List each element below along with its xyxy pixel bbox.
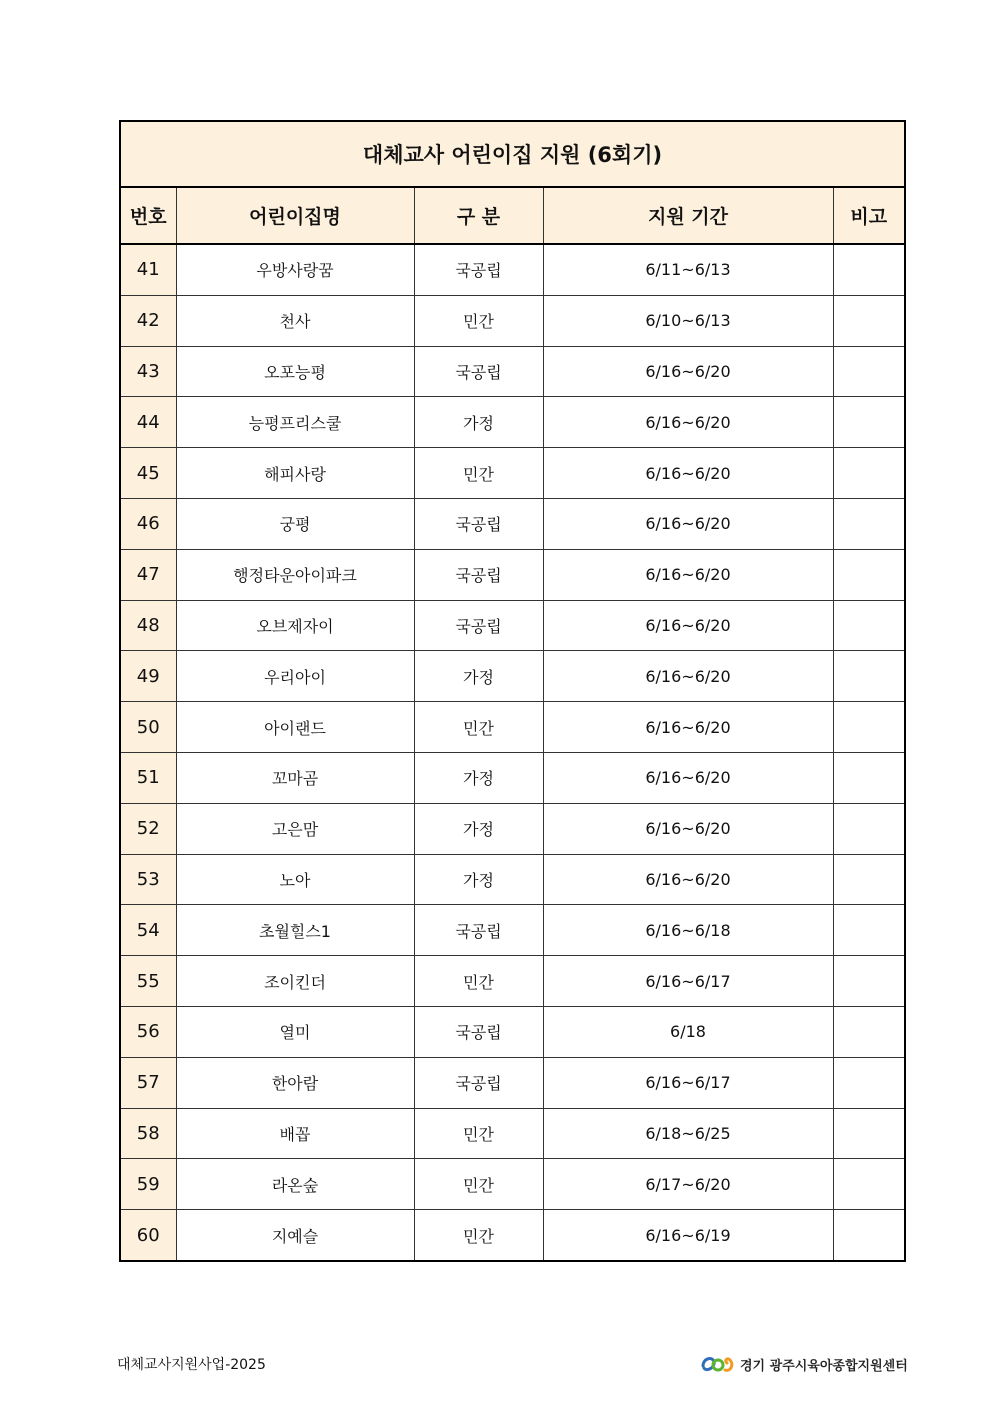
row-note — [833, 1159, 905, 1210]
row-number: 46 — [120, 498, 176, 549]
header-number: 번호 — [120, 187, 176, 244]
center-logo-icon — [700, 1352, 736, 1376]
row-category: 국공립 — [414, 1006, 543, 1057]
table-row — [120, 1159, 905, 1210]
row-support-period: 6/16~6/20 — [543, 702, 833, 753]
row-support-period: 6/16~6/20 — [543, 600, 833, 651]
row-number: 41 — [120, 244, 176, 295]
row-number: 51 — [120, 752, 176, 803]
row-note — [833, 600, 905, 651]
row-support-period: 6/16~6/18 — [543, 905, 833, 956]
row-daycare-name: 열미 — [176, 1006, 414, 1057]
row-number: 56 — [120, 1006, 176, 1057]
row-note — [833, 702, 905, 753]
row-number: 42 — [120, 295, 176, 346]
row-daycare-name: 노아 — [176, 854, 414, 905]
row-category: 국공립 — [414, 905, 543, 956]
header-name: 어린이집명 — [176, 187, 414, 244]
row-support-period: 6/16~6/20 — [543, 549, 833, 600]
row-note — [833, 1210, 905, 1261]
header-category: 구 분 — [414, 187, 543, 244]
row-number: 45 — [120, 448, 176, 499]
row-support-period: 6/16~6/17 — [543, 1057, 833, 1108]
row-daycare-name: 오포능평 — [176, 346, 414, 397]
row-support-period: 6/16~6/20 — [543, 651, 833, 702]
row-daycare-name: 아이랜드 — [176, 702, 414, 753]
table-row — [120, 244, 905, 295]
row-number: 43 — [120, 346, 176, 397]
row-daycare-name: 행정타운아이파크 — [176, 549, 414, 600]
table-row — [120, 448, 905, 499]
row-category: 민간 — [414, 1210, 543, 1261]
row-daycare-name: 꼬마곰 — [176, 752, 414, 803]
row-category: 가정 — [414, 651, 543, 702]
row-category: 민간 — [414, 702, 543, 753]
table-row — [120, 752, 905, 803]
row-note — [833, 1057, 905, 1108]
table-row — [120, 1006, 905, 1057]
row-daycare-name: 우방사랑꿈 — [176, 244, 414, 295]
row-daycare-name: 초월힐스1 — [176, 905, 414, 956]
footer-organization-name: 경기 광주시육아종합지원센터 — [740, 1358, 908, 1374]
row-number: 57 — [120, 1057, 176, 1108]
row-note — [833, 244, 905, 295]
row-support-period: 6/16~6/20 — [543, 397, 833, 448]
row-daycare-name: 지예슬 — [176, 1210, 414, 1261]
row-note — [833, 905, 905, 956]
row-number: 47 — [120, 549, 176, 600]
title-row — [120, 121, 905, 187]
row-note — [833, 549, 905, 600]
row-note — [833, 1108, 905, 1159]
row-number: 44 — [120, 397, 176, 448]
support-table-container — [119, 120, 904, 1262]
row-note — [833, 651, 905, 702]
row-support-period: 6/18 — [543, 1006, 833, 1057]
row-note — [833, 346, 905, 397]
row-daycare-name: 우리아이 — [176, 651, 414, 702]
row-daycare-name: 조이킨더 — [176, 956, 414, 1007]
row-support-period: 6/16~6/20 — [543, 346, 833, 397]
row-daycare-name: 한아람 — [176, 1057, 414, 1108]
row-number: 59 — [120, 1159, 176, 1210]
table-row — [120, 702, 905, 753]
row-daycare-name: 천사 — [176, 295, 414, 346]
row-daycare-name: 궁평 — [176, 498, 414, 549]
row-number: 53 — [120, 854, 176, 905]
row-support-period: 6/16~6/20 — [543, 448, 833, 499]
row-support-period: 6/16~6/20 — [543, 803, 833, 854]
row-daycare-name: 라온숲 — [176, 1159, 414, 1210]
table-row — [120, 549, 905, 600]
row-support-period: 6/16~6/20 — [543, 498, 833, 549]
row-daycare-name: 해피사랑 — [176, 448, 414, 499]
row-support-period: 6/16~6/19 — [543, 1210, 833, 1261]
row-category: 국공립 — [414, 1057, 543, 1108]
row-category: 국공립 — [414, 498, 543, 549]
row-category: 가정 — [414, 854, 543, 905]
row-number: 54 — [120, 905, 176, 956]
row-note — [833, 956, 905, 1007]
table-row — [120, 956, 905, 1007]
row-category: 가정 — [414, 803, 543, 854]
table-row — [120, 905, 905, 956]
row-note — [833, 498, 905, 549]
row-number: 60 — [120, 1210, 176, 1261]
row-number: 58 — [120, 1108, 176, 1159]
row-daycare-name: 고은맘 — [176, 803, 414, 854]
row-category: 가정 — [414, 397, 543, 448]
table-row — [120, 1057, 905, 1108]
row-note — [833, 295, 905, 346]
row-number: 50 — [120, 702, 176, 753]
row-support-period: 6/16~6/20 — [543, 854, 833, 905]
row-category: 가정 — [414, 752, 543, 803]
row-category: 민간 — [414, 1159, 543, 1210]
row-number: 48 — [120, 600, 176, 651]
table-title: 대체교사 어린이집 지원 (6회기) — [120, 121, 905, 187]
row-support-period: 6/16~6/17 — [543, 956, 833, 1007]
table-row — [120, 346, 905, 397]
row-support-period: 6/17~6/20 — [543, 1159, 833, 1210]
row-note — [833, 397, 905, 448]
row-support-period: 6/11~6/13 — [543, 244, 833, 295]
row-daycare-name: 능평프리스쿨 — [176, 397, 414, 448]
row-support-period: 6/10~6/13 — [543, 295, 833, 346]
row-note — [833, 803, 905, 854]
row-category: 민간 — [414, 295, 543, 346]
row-category: 국공립 — [414, 600, 543, 651]
row-category: 국공립 — [414, 346, 543, 397]
table-row — [120, 1108, 905, 1159]
row-number: 52 — [120, 803, 176, 854]
table-row — [120, 295, 905, 346]
row-daycare-name: 배꼽 — [176, 1108, 414, 1159]
row-note — [833, 752, 905, 803]
header-row — [120, 187, 905, 244]
table-row — [120, 803, 905, 854]
table-row — [120, 651, 905, 702]
table-body — [120, 244, 905, 1261]
row-category: 국공립 — [414, 244, 543, 295]
row-note — [833, 1006, 905, 1057]
row-number: 55 — [120, 956, 176, 1007]
row-support-period: 6/18~6/25 — [543, 1108, 833, 1159]
row-number: 49 — [120, 651, 176, 702]
row-category: 국공립 — [414, 549, 543, 600]
header-period: 지원 기간 — [543, 187, 833, 244]
row-note — [833, 854, 905, 905]
footer-project-label: 대체교사지원사업-2025 — [117, 1357, 266, 1373]
row-category: 민간 — [414, 448, 543, 499]
table-row — [120, 498, 905, 549]
table-row — [120, 600, 905, 651]
row-note — [833, 448, 905, 499]
table-row — [120, 397, 905, 448]
row-daycare-name: 오브제자이 — [176, 600, 414, 651]
header-note: 비고 — [833, 187, 905, 244]
row-support-period: 6/16~6/20 — [543, 752, 833, 803]
row-category: 민간 — [414, 956, 543, 1007]
table-row — [120, 854, 905, 905]
row-category: 민간 — [414, 1108, 543, 1159]
support-table — [119, 120, 906, 1262]
table-row — [120, 1210, 905, 1261]
footer-organization — [700, 1352, 908, 1376]
